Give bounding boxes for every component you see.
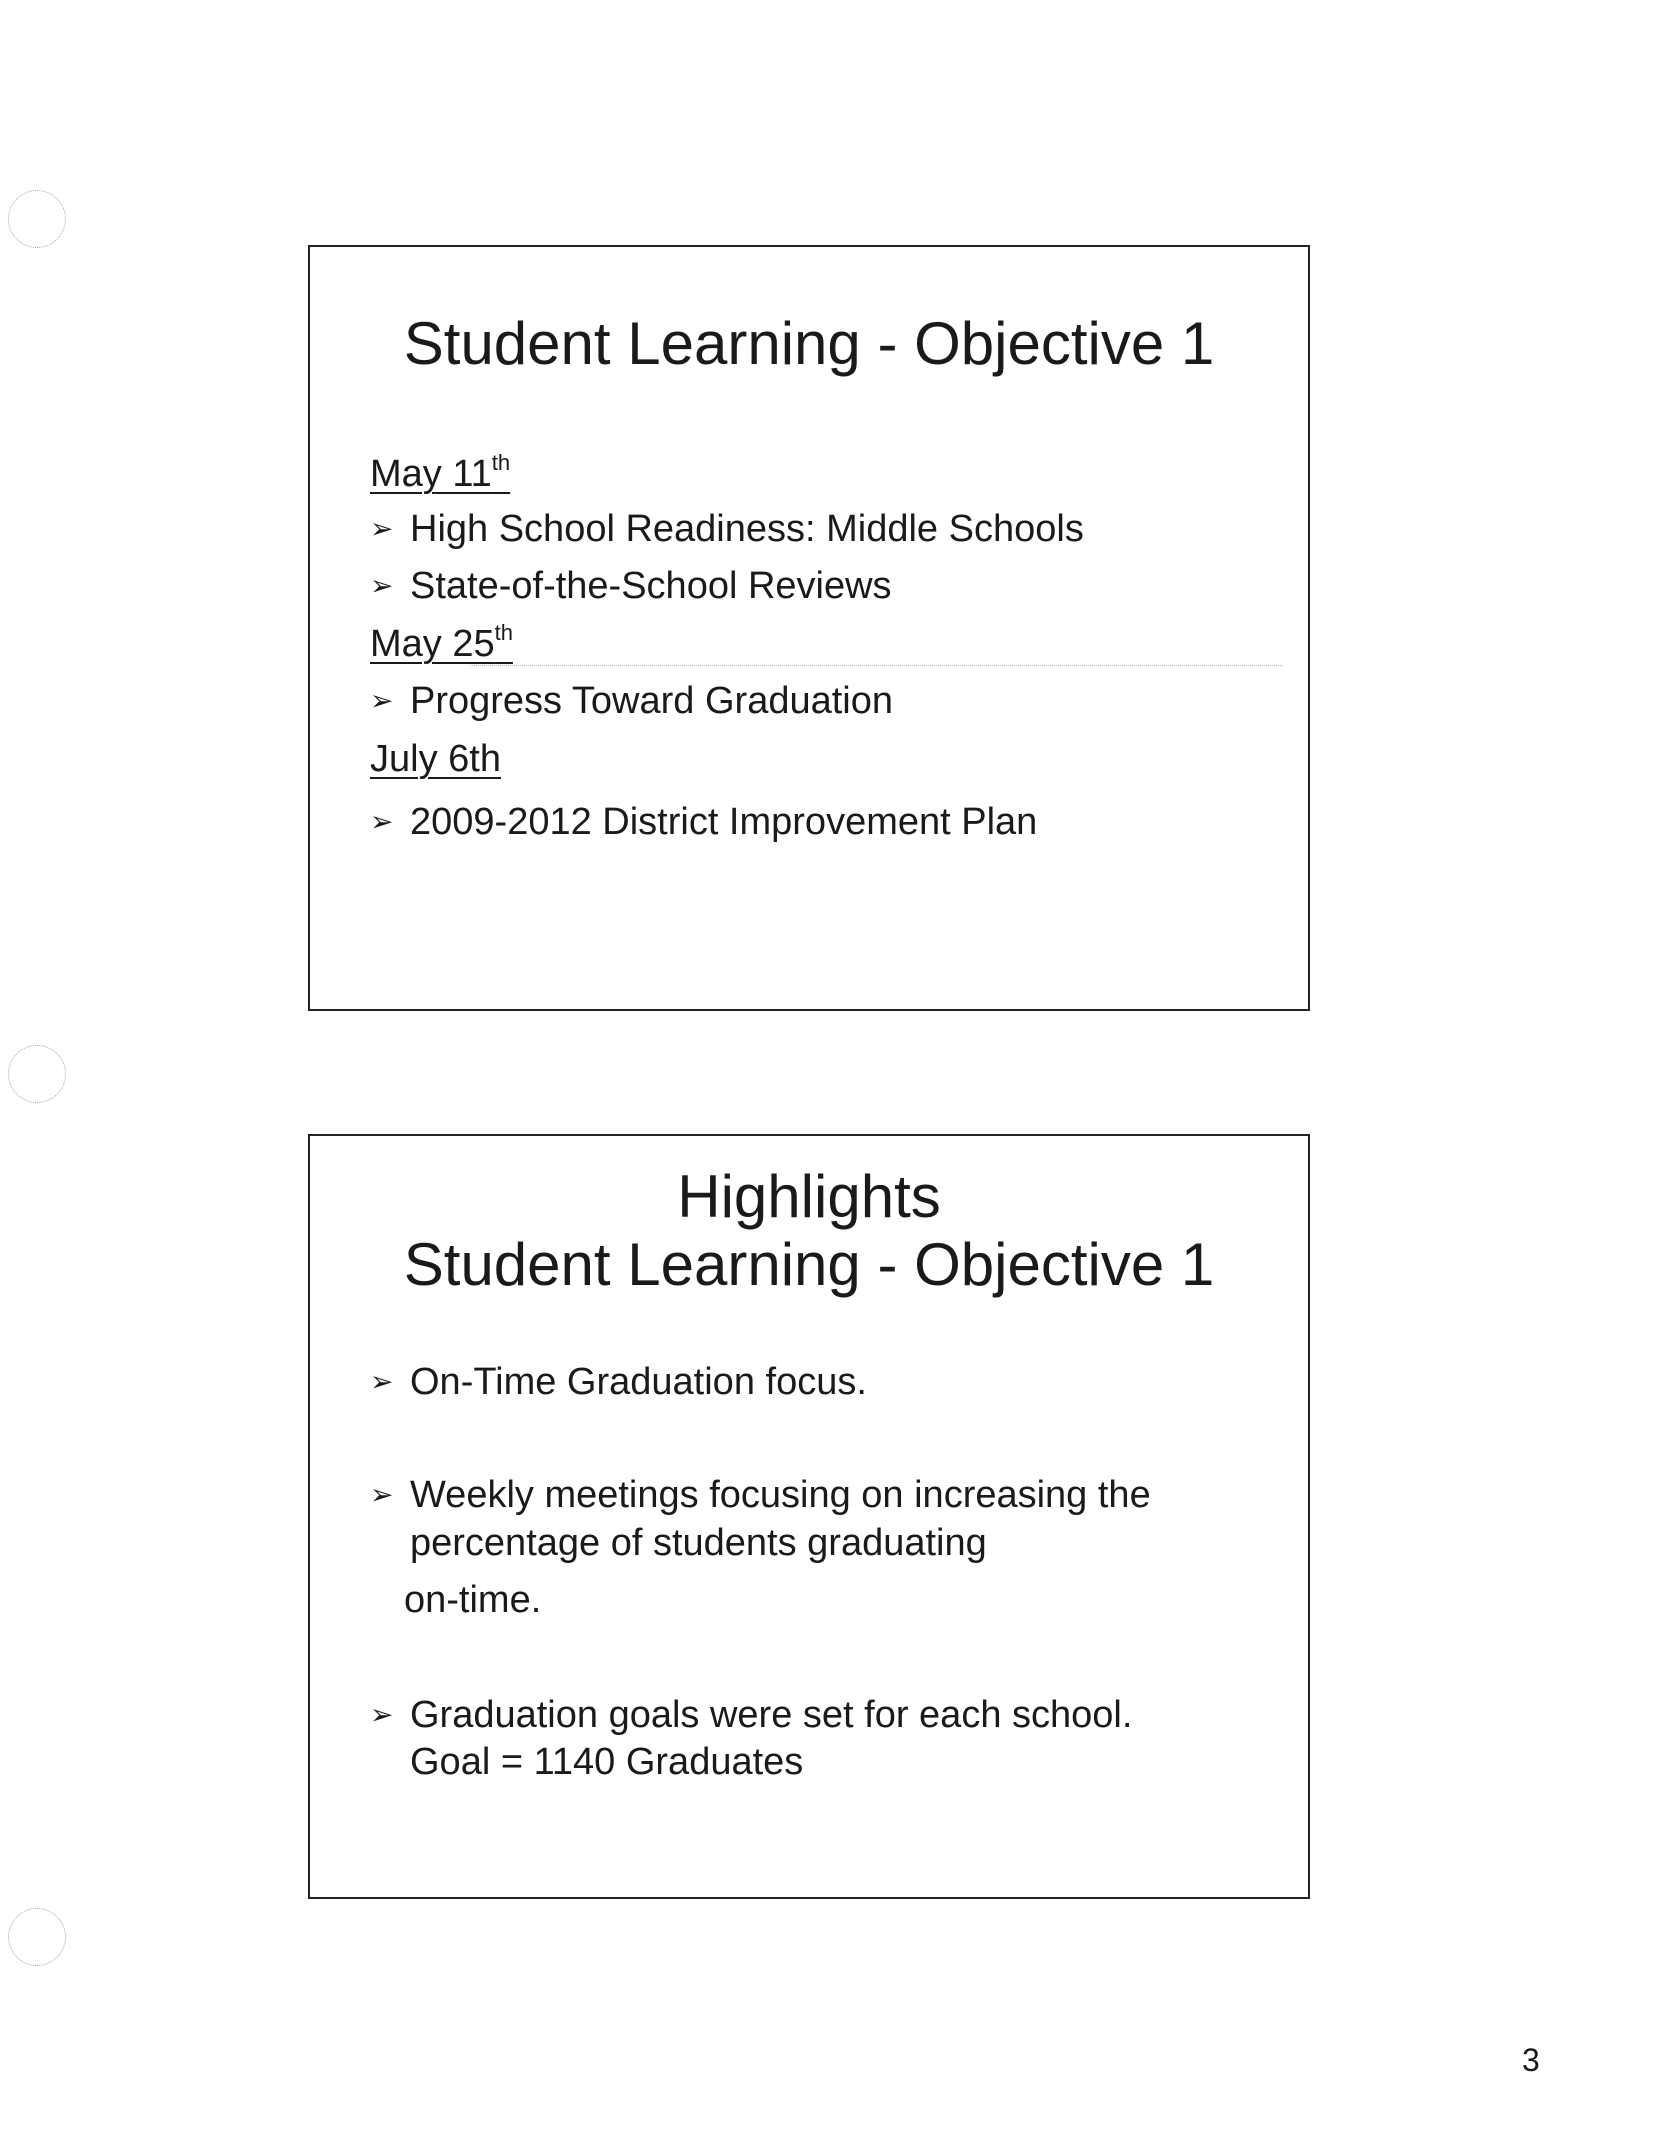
bullet-item: ➢ On-Time Graduation focus. (370, 1358, 867, 1406)
arrow-bullet-icon: ➢ (370, 1479, 394, 1510)
arrow-bullet-icon: ➢ (370, 685, 394, 716)
slide-1 (308, 245, 1310, 1011)
bullet-continuation: on-time. (404, 1579, 542, 1621)
date-label-may-11: May 11th (370, 450, 511, 495)
bullet-item: ➢ High School Readiness: Middle Schools (370, 505, 1084, 553)
slide-2-title-line-1: Highlights (677, 1163, 941, 1230)
slide-2-title-line-2: Student Learning - Objective 1 (403, 1231, 1215, 1298)
date-label-july-6: July 6th (370, 738, 501, 780)
arrow-bullet-icon: ➢ (370, 570, 394, 601)
bullet-continuation: Goal = 1140 Graduates (410, 1741, 804, 1783)
bullet-item: ➢ 2009-2012 District Improvement Plan (370, 798, 1037, 846)
punch-hole-top (8, 190, 66, 248)
bullet-item: ➢ Progress Toward Graduation (370, 677, 893, 725)
bullet-item: ➢ Graduation goals were set for each school. (370, 1691, 1132, 1739)
arrow-bullet-icon: ➢ (370, 513, 394, 544)
punch-hole-middle (8, 1045, 66, 1103)
punch-hole-bottom (8, 1908, 66, 1966)
slide-2 (308, 1134, 1310, 1899)
date-label-may-25: May 25th (370, 620, 513, 665)
slide-2-title (310, 1163, 1308, 1299)
arrow-bullet-icon: ➢ (370, 1699, 394, 1730)
scan-dotted-line (470, 665, 1283, 666)
bullet-item: ➢ Weekly meetings focusing on increasing the percentage of students graduating (370, 1471, 1190, 1567)
bullet-item: ➢ State-of-the-School Reviews (370, 562, 892, 610)
arrow-bullet-icon: ➢ (370, 1366, 394, 1397)
arrow-bullet-icon: ➢ (370, 806, 394, 837)
page-number: 3 (1522, 2042, 1540, 2078)
slide-1-title: Student Learning - Objective 1 (403, 310, 1215, 377)
